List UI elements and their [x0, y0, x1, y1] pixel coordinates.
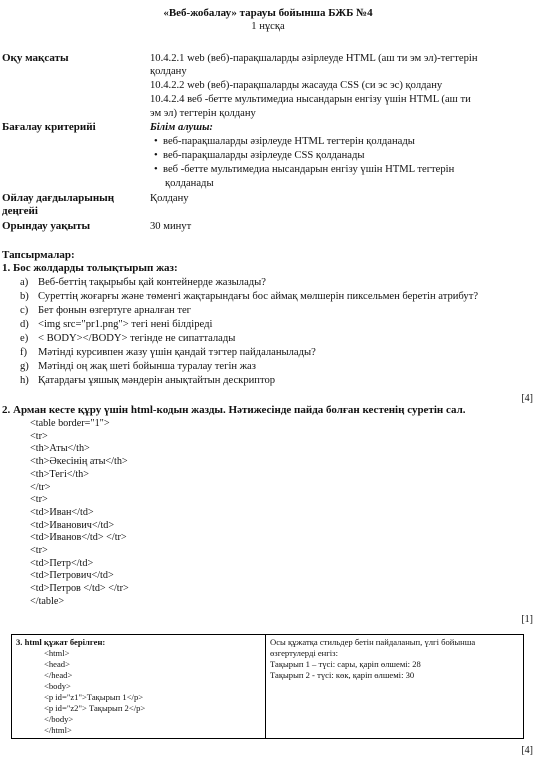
goal-line: қолдану	[150, 66, 187, 77]
task1-item-mark: a)	[20, 277, 29, 288]
task1-item-text: Веб-беттің тақырыбы қай контейнерде жазылады?	[38, 277, 266, 288]
criteria-text: веб -бетте мультимедиа нысандарын енгізу үшін HTML тегтерін	[163, 164, 455, 175]
criteria-text: веб-парақшаларды әзірлеуде CSS қолданады	[163, 150, 365, 161]
criteria-item: • веб-парақшаларды әзірлеуде CSS қолданады	[154, 150, 365, 161]
goal-line: 10.4.2.2 web (веб)-парақшаларды жасауда CSS (си эс эс) қолдану	[150, 80, 443, 91]
code-line: </tr>	[30, 481, 51, 493]
goal-line: 10.4.2.1 web (веб)-парақшаларды әзірлеуде HTML (аш ти эм эл)-тегтерін	[150, 53, 478, 64]
criteria-item: • веб -бетте мультимедиа нысандарын енгізу үшін HTML тегтерін	[154, 164, 455, 175]
tasks-heading: Тапсырмалар:	[2, 249, 75, 261]
code-line: </head>	[44, 670, 73, 680]
criteria-text: веб-парақшаларды әзірлеуде HTML тегтерін қолданады	[163, 136, 415, 147]
code-line: <html>	[44, 648, 70, 658]
code-line: <body>	[44, 681, 71, 691]
instruction-line: өзгертулерді енгіз:	[270, 648, 338, 658]
time-value: 30 минут	[150, 221, 192, 232]
task1-item-text: Бет фонын өзгертуге арналған тег	[38, 305, 192, 316]
task1-item-text: Қатардағы ұяшық мәндерін анықтайтын дескриптор	[38, 375, 276, 386]
thinking-label: Ойлау дағдыларының	[2, 192, 115, 204]
code-line: <head>	[44, 659, 70, 669]
code-line: <p id="z2"> Тақырып 2</p>	[44, 703, 146, 713]
task1-item-mark: d)	[20, 319, 29, 330]
code-line: <td>Иванов</td> </tr>	[30, 532, 127, 544]
instruction-line: Тақырып 2 - түсі: көк, қаріп өлшемі: 30	[270, 670, 415, 680]
task2-score: [1]	[521, 614, 533, 625]
code-line: <p id="z1">Тақырып 1</p>	[44, 692, 144, 702]
code-line: </body>	[44, 714, 74, 724]
task1-item-mark: b)	[20, 291, 29, 302]
code-line: <th>Аты</th>	[30, 443, 90, 455]
task1-score: [4]	[521, 393, 533, 404]
instruction-line: Осы құжатқа стильдер бетін пайдаланып, үлгі бойынша	[270, 637, 476, 647]
task1-item-text: < BODY></BODY> тегінде не сипатталады	[38, 333, 236, 344]
task3-instructions	[270, 637, 519, 681]
thinking-label-2: деңгейі	[2, 205, 38, 217]
task3-code	[16, 648, 261, 736]
code-line: <td>Иван</td>	[30, 506, 94, 518]
code-line: </table>	[30, 595, 65, 607]
code-line: <td>Петр</td>	[30, 557, 94, 569]
task3-table	[11, 634, 524, 739]
criteria-intro: Білім алушы:	[150, 122, 213, 133]
criteria-cont: қолданады	[165, 178, 214, 189]
criteria-label: Бағалау критерийі	[2, 121, 96, 133]
criteria-item: • веб-парақшаларды әзірлеуде HTML тегтерін қолданады	[154, 136, 415, 147]
code-line: <tr>	[30, 430, 48, 442]
code-line: <td>Петрович</td>	[30, 570, 114, 582]
task3-score: [4]	[521, 745, 533, 756]
task3-right-cell	[266, 635, 524, 739]
instruction-line: Тақырып 1 – түсі: сары, қаріп өлшемі: 28	[270, 659, 421, 669]
task3-left-cell	[12, 635, 266, 739]
code-line: <tr>	[30, 545, 48, 556]
task1-item-mark: e)	[20, 333, 29, 344]
goal-label: Оқу мақсаты	[2, 52, 69, 64]
goal-line: эм эл) тегтерін қолдану	[150, 108, 256, 119]
variant-label: 1 нұсқа	[251, 21, 285, 32]
task1-item-mark: c)	[20, 305, 29, 316]
code-line: <table border="1">	[30, 418, 110, 429]
task1-item-text: Суреттің жоғарғы және төменгі жақтарындағы бос аймақ мөлшерін пиксельмен беретін атрибут?	[38, 291, 479, 302]
task1-item-text: Мәтінді курсивпен жазу үшін қандай тэгтер пайдаланылады?	[38, 347, 316, 358]
task1-item-mark: f)	[20, 347, 28, 358]
task1-item-mark: g)	[20, 361, 29, 372]
code-line: <th>Әкесінің аты</th>	[30, 456, 128, 468]
thinking-value: Қолдану	[150, 193, 189, 204]
page-title: «Веб-жобалау» тарауы бойынша БЖБ №4	[163, 7, 373, 19]
code-line: </html>	[44, 725, 72, 735]
code-line: <td>Петров </td> </tr>	[30, 583, 129, 595]
code-line: <tr>	[30, 494, 48, 506]
task1-item-text: <img src="pr1.png"> тегі нені білдіреді	[38, 319, 213, 330]
task1-item-mark: h)	[20, 375, 29, 386]
task2-title: 2. Арман кесте құру үшін html-кодын жазды. Нәтижесінде пайда болған кестенің суретін сал.	[2, 404, 466, 416]
task1-title: 1. Бос жолдарды толықтырып жаз:	[2, 262, 178, 274]
code-line: <td>Иванович</td>	[30, 519, 115, 531]
time-label: Орындау уақыты	[2, 220, 91, 232]
task1-item-text: Мәтінді оң жақ шеті бойынша туралау тегін жаз	[38, 361, 256, 372]
goal-line: 10.4.2.4 веб -бетте мультимедиа нысандарын енгізу үшін HTML (аш ти	[150, 94, 471, 105]
task3-title: 3. html құжат берілген:	[16, 637, 106, 647]
code-line: <th>Тегі</th>	[30, 468, 90, 480]
